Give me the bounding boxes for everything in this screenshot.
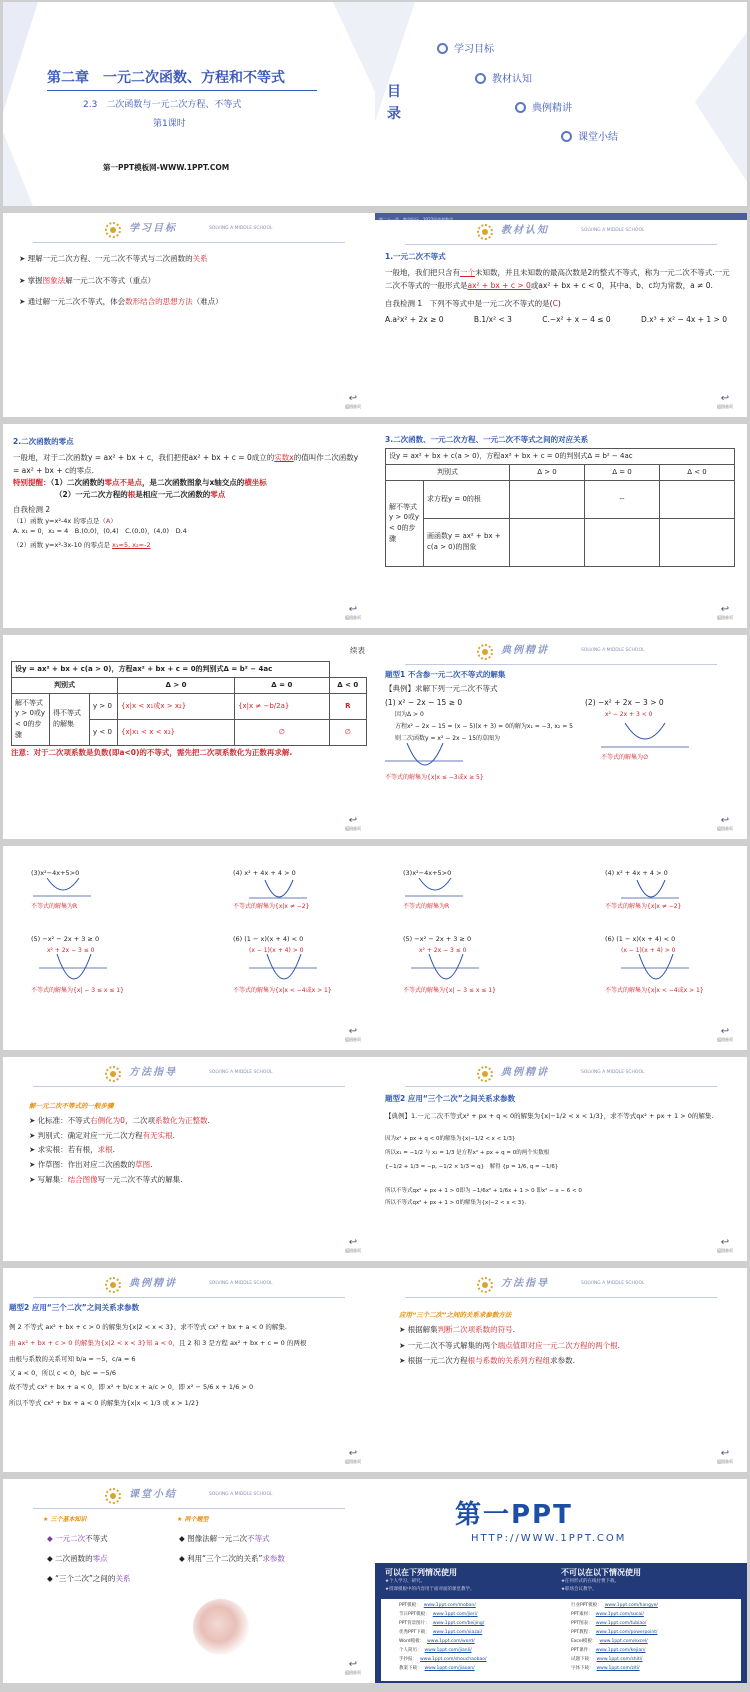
home-button[interactable]: ↩ 返回首页 bbox=[338, 605, 368, 622]
link-url[interactable]: www.1ppt.com/kejian/ bbox=[595, 1648, 646, 1653]
link-label: PPT教程： bbox=[571, 1630, 593, 1635]
objective-2: ➤ 掌握图象法解一元二次不等式（重点） bbox=[19, 275, 365, 287]
top-strip: 第二十一章 数学好玩 2022届高考数学 bbox=[375, 213, 747, 220]
return-arrow-icon: ↩ bbox=[348, 604, 358, 615]
link-url[interactable]: www.1ppt.com/tubiao/ bbox=[595, 1621, 647, 1626]
brand-text: 第一PPT模板网-WWW.1PPT.COM bbox=[103, 163, 230, 172]
slide-header: 课堂小结 SOLVING A MIDDLE SCHOOL bbox=[3, 1486, 375, 1508]
home-button[interactable]: ↩ 返回首页 bbox=[710, 1027, 740, 1044]
slide-header: 典例精讲 SOLVING A MIDDLE SCHOOL bbox=[375, 1064, 747, 1086]
home-button[interactable]: ↩ 返回首页 bbox=[338, 1027, 368, 1044]
gear-icon bbox=[105, 1066, 121, 1082]
link-row bbox=[399, 1619, 486, 1628]
link-url[interactable]: www.1ppt.com/jianli/ bbox=[424, 1648, 472, 1653]
links-left bbox=[399, 1601, 486, 1673]
brand-url: HTTP://WWW.1PPT.COM bbox=[471, 1533, 627, 1544]
toc-item-examples[interactable]: 典例精讲 bbox=[515, 101, 572, 117]
return-arrow-icon: ↩ bbox=[720, 604, 730, 615]
gear-icon bbox=[477, 644, 493, 660]
return-arrow-icon: ↩ bbox=[348, 1659, 358, 1670]
link-url[interactable]: www.1ppt.com/word/ bbox=[427, 1639, 475, 1644]
self-check-2-q2: （2）函数 y=x²-3x-10 的零点是 x₁=5, x₂=-2 bbox=[13, 540, 151, 549]
link-label: 节日PPT模板： bbox=[399, 1612, 430, 1617]
link-row bbox=[399, 1637, 486, 1646]
slide-summary bbox=[3, 1479, 375, 1683]
link-row bbox=[399, 1664, 486, 1673]
return-arrow-icon: ↩ bbox=[720, 1026, 730, 1037]
toc-item-summary[interactable]: 课堂小结 bbox=[561, 130, 618, 146]
home-button[interactable]: ↩ 返回首页 bbox=[710, 1238, 740, 1255]
slide-example-1: 典例精讲 SOLVING A MIDDLE SCHOOL 题型1 不含参一元二次不等式的解集 【典例】求解下列一元二次不等式 (1) x² − 2x − 15 ≥ 0 因为Δ > 0 方程x² − 2x − 15 = (x − 5)(x + 3) = 0的解为x₁ = −3, x₂ = 5 则二次函数y = x² − 2x − 15的草图为 不等式的解集为{x|x ≤ −3或x ≥ 5} (2) −x² + 2x − 3 > 0 x² − 2x + 3 < 0 不等式的解集为∅ ↩ 返回首页 bbox=[375, 635, 747, 839]
title-rule bbox=[47, 90, 317, 91]
reminder-1: 特别提醒：（1）二次函数的零点不是点，是二次函数图象与x轴交点的横坐标 bbox=[13, 477, 267, 487]
bullet-icon bbox=[561, 131, 572, 142]
problem-1: (1) x² − 2x − 15 ≥ 0 bbox=[385, 698, 463, 707]
link-label: 试题下载： bbox=[571, 1657, 594, 1662]
parabola-sketch-2 bbox=[601, 721, 691, 751]
bullet-icon bbox=[515, 102, 526, 113]
link-url[interactable]: www.1ppt.com/shiti/ bbox=[596, 1657, 643, 1662]
parabola-sketch-3 bbox=[405, 878, 465, 900]
section-title: 2.3 二次函数与一元二次方程、不等式 bbox=[83, 100, 242, 110]
gear-icon bbox=[105, 1488, 121, 1504]
method-step-3: ➤ 求实根：若有根，求根. bbox=[29, 1144, 365, 1156]
home-button[interactable]: ↩ 返回首页 bbox=[710, 816, 740, 833]
link-url[interactable]: www.1ppt.com/beijing/ bbox=[432, 1621, 485, 1626]
slide-example-1-cont-copy: (3)x²−4x+5>0 不等式的解集为R (4) x² + 4x + 4 > 0 不等式的解集为{x|x ≠ −2} (5) −x² − 2x + 3 ≥ 0 x² + 2x − 3 ≤ 0 不等式的解集为{x| − 3 ≤ x ≤ 1} (6) (1 − x)(x + 4) < 0 (x − 1)(x + 4) > 0 不等式的解集为{x|x < −4或x > 1} ↩ 返回首页 bbox=[375, 846, 747, 1050]
method-step-1: ➤ 根据解集判断二次项系数的符号. bbox=[399, 1324, 737, 1336]
definition-text: 一般地，我们把只含有一个未知数，并且未知数的最高次数是2的整式不等式，称为一元二次不等式.一元二次不等式的一般形式是ax² + bx + c > 0或ax² + bx + c < 0，其中a、b、c均为常数，a ≠ 0. bbox=[385, 267, 730, 290]
example-statement: 【典例】1.一元二次不等式x² + px + q < 0的解集为{x|−1/2 < x < 1/3}，求不等式qx² + px + 1 > 0的解集. bbox=[385, 1112, 714, 1120]
method-step-5: ➤ 写解集：结合图像写一元二次不等式的解集. bbox=[29, 1174, 365, 1186]
continued-label: 续表 bbox=[350, 646, 365, 655]
method-heading: 应用“三个二次”之间的关系求参数方法 bbox=[399, 1311, 512, 1319]
return-arrow-icon: ↩ bbox=[720, 1237, 730, 1248]
link-url[interactable]: www.1ppt.com/jiaoan/ bbox=[424, 1666, 475, 1671]
link-label: Excel模板： bbox=[571, 1639, 597, 1644]
slide-relationship-table-cont bbox=[3, 635, 375, 839]
reminder-2: （2）一元二次方程的根是相应一元二次函数的零点 bbox=[55, 489, 226, 499]
slide-example-2b: 典例精讲 SOLVING A MIDDLE SCHOOL 题型2 应用“三个二次”之间关系求参数 例 2 不等式 ax² + bx + c > 0 的解集为{x|2 < x < 3}，求不等式 cx² + bx + a < 0 的解集. 由 ax² + bx + c > 0 的解集为{x|2 < x < 3}知 a < 0，且 2 和 3 是方程 ax² + bx + c = 0 的两根 由根与系数的关系可知 b/a = −5，c/a = 6 又 a < 0，所以 c < 0，b/c = −5/6 故不等式 cx² + bx + a < 0，即 x² + b/c x + a/c > 0，即 x² − 5/6 x + 1/6 > 0 所以不等式 cx² + bx + a < 0 的解集为{x|x < 1/3 或 x > 1/2} ↩ 返回首页 bbox=[3, 1268, 375, 1472]
slide-example-1-cont: (3)x²−4x+5>0 不等式的解集为R (4) x² + 4x + 4 > 0 不等式的解集为{x|x ≠ −2} (5) −x² − 2x + 3 ≥ 0 x² + 2x − 3 ≤ 0 不等式的解集为{x| − 3 ≤ x ≤ 1} (6) (1 − x)(x + 4) < 0 (x − 1)(x + 4) > 0 不等式的解集为{x|x < −4或x > 1} ↩ 返回首页 bbox=[3, 846, 375, 1050]
home-button[interactable]: ↩ 返回首页 bbox=[338, 1238, 368, 1255]
link-label: PPT素材： bbox=[571, 1612, 593, 1617]
slide-method-guide-2 bbox=[375, 1268, 747, 1472]
link-row bbox=[571, 1619, 658, 1628]
link-label: 优秀PPT下载： bbox=[399, 1630, 430, 1635]
slide-header: 学习目标 SOLVING A MIDDLE SCHOOL bbox=[3, 220, 375, 242]
section-heading: 3.二次函数、一元二次方程、一元二次不等式之间的对应关系 bbox=[385, 435, 589, 444]
link-label: PPT背景图片： bbox=[399, 1621, 430, 1626]
method-heading: 解一元二次不等式的一般步骤 bbox=[29, 1102, 114, 1110]
slide-toc bbox=[375, 2, 747, 206]
section-heading: 1.一元二次不等式 bbox=[385, 252, 446, 261]
problem-type: 题型2 应用“三个二次”之间关系求参数 bbox=[9, 1303, 140, 1312]
gear-icon bbox=[477, 224, 493, 240]
gear-icon bbox=[477, 1277, 493, 1293]
zero-definition: 一般地，对于二次函数y = ax² + bx + c，我们把使ax² + bx + c = 0成立的实数x的值叫作二次函数y = ax² + bx + c的零点. bbox=[13, 452, 359, 475]
slide-header: 教材认知 SOLVING A MIDDLE SCHOOL bbox=[375, 222, 747, 244]
knowledge-heading: ★ 三个基本知识 bbox=[43, 1516, 87, 1523]
home-button[interactable]: ↩ 返回首页 bbox=[710, 394, 740, 411]
link-url[interactable]: www.1ppt.com/jieri/ bbox=[432, 1612, 478, 1617]
parabola-sketch-4 bbox=[621, 878, 681, 900]
link-url[interactable]: www.1ppt.com/xiazai/ bbox=[432, 1630, 483, 1635]
link-row bbox=[399, 1601, 486, 1610]
slide-objectives bbox=[3, 213, 375, 417]
link-row bbox=[571, 1637, 658, 1646]
return-arrow-icon: ↩ bbox=[720, 393, 730, 404]
parabola-sketch-4 bbox=[249, 878, 309, 900]
link-label: PPT模板： bbox=[399, 1603, 421, 1608]
link-row bbox=[571, 1601, 658, 1610]
link-label: 字体下载： bbox=[571, 1666, 594, 1671]
link-url[interactable]: www.1ppt.com/hangye/ bbox=[604, 1603, 658, 1608]
home-button[interactable]: ↩ 返回首页 bbox=[338, 816, 368, 833]
slide-header: 方法指导 SOLVING A MIDDLE SCHOOL bbox=[3, 1064, 375, 1086]
link-row bbox=[399, 1628, 486, 1637]
link-row bbox=[571, 1610, 658, 1619]
method-step-1: ➤ 化标准：不等式右侧化为0，二次项系数化为正整数. bbox=[29, 1115, 365, 1127]
chapter-title: 第二章 一元二次函数、方程和不等式 bbox=[47, 70, 285, 86]
gear-icon bbox=[105, 222, 121, 238]
objective-1: ➤ 理解一元二次方程、一元二次不等式与二次函数的关系 bbox=[19, 253, 365, 265]
links-right bbox=[571, 1601, 658, 1673]
home-button[interactable]: ↩ 返回首页 bbox=[338, 394, 368, 411]
link-url[interactable]: www.1ppt.com/ziti/ bbox=[596, 1666, 640, 1671]
self-check-1-options: A.a²x² + 2x ≥ 0 B.1/x² < 3 C.−x² + x − 4 ≤ 0 D.x³ + x² − 4x + 1 > 0 bbox=[385, 314, 727, 324]
link-label: 行业PPT模板： bbox=[571, 1603, 602, 1608]
slide-header: 方法指导 SOLVING A MIDDLE SCHOOL bbox=[375, 1275, 747, 1297]
link-row bbox=[399, 1655, 486, 1664]
link-url[interactable]: www.1ppt.com/moban/ bbox=[423, 1603, 476, 1608]
method-step-4: ➤ 作草图：作出对应二次函数的草图. bbox=[29, 1159, 365, 1171]
self-check-2: 自我检测 2 bbox=[13, 505, 51, 515]
bullet-icon bbox=[437, 43, 448, 54]
return-arrow-icon: ↩ bbox=[348, 1448, 358, 1459]
flower-image bbox=[193, 1599, 249, 1655]
parabola-sketch-3 bbox=[33, 878, 93, 900]
parabola-sketch-1 bbox=[385, 743, 465, 773]
link-label: 手抄报： bbox=[399, 1657, 417, 1662]
self-check-2-options: A. x₁ = 0，x₂ = 4 B.(0,0)，(0,4) C.(0,0)，(4,0) D.4 bbox=[13, 526, 187, 535]
link-url[interactable]: www.1ppt.com/excel/ bbox=[599, 1639, 648, 1644]
home-button[interactable]: ↩ 返回首页 bbox=[338, 1660, 368, 1677]
knowledge-2: ◆ 二次函数的零点 bbox=[47, 1554, 108, 1563]
return-arrow-icon: ↩ bbox=[348, 1026, 358, 1037]
bullet-icon bbox=[475, 73, 486, 84]
type-2: ◆ 利用“三个二次的关系”求参数 bbox=[179, 1554, 285, 1563]
link-row bbox=[571, 1628, 658, 1637]
return-arrow-icon: ↩ bbox=[720, 815, 730, 826]
slide-relationship-table bbox=[375, 424, 747, 628]
type-1: ◆ 图像法解一元二次不等式 bbox=[179, 1534, 270, 1543]
types-heading: ★ 两个题型 bbox=[177, 1516, 209, 1523]
return-arrow-icon: ↩ bbox=[348, 393, 358, 404]
parabola-sketch-6 bbox=[621, 954, 691, 984]
return-arrow-icon: ↩ bbox=[720, 1448, 730, 1459]
brand-logo: 第一PPT bbox=[455, 1500, 573, 1530]
home-button[interactable]: ↩ 返回首页 bbox=[338, 1449, 368, 1466]
slide-zeros bbox=[3, 424, 375, 628]
knowledge-3: ◆ “三个二次”之间的关系 bbox=[47, 1574, 131, 1583]
slide-brand-end bbox=[375, 1479, 747, 1683]
link-row bbox=[571, 1664, 658, 1673]
slide-header: 典例精讲 SOLVING A MIDDLE SCHOOL bbox=[3, 1275, 375, 1297]
gear-icon bbox=[477, 1066, 493, 1082]
link-row bbox=[399, 1646, 486, 1655]
parabola-sketch-6 bbox=[249, 954, 319, 984]
example-prompt: 【典例】求解下列一元二次不等式 bbox=[385, 684, 498, 693]
method-step-2: ➤ 判别式：确定对应一元二次方程有无实根. bbox=[29, 1130, 365, 1142]
relationship-table: 设y = ax² + bx + c(a > 0)，方程ax² + bx + c = 0的判别式Δ = b² − 4ac 判别式 Δ > 0 Δ = 0 Δ < 0 解不等式y > 0或y < 0的步骤 求方程y = 0的根 -- 画函数y = ax² + bx + c(a > 0)的图象 bbox=[385, 448, 735, 567]
slide-concept-inequality bbox=[375, 213, 747, 417]
parabola-sketch-5 bbox=[39, 954, 109, 984]
toc-item-objectives[interactable]: 学习目标 bbox=[437, 42, 494, 58]
slide-title bbox=[3, 2, 375, 206]
toc-title-1: 目 bbox=[387, 84, 401, 100]
toc-item-textbook[interactable]: 教材认知 bbox=[475, 72, 532, 88]
license-panel: 可以在下列情况使用 ★个人学习、研究。 ★授课模板中的内容用于面对面的课堂教学。 不可以在以下情况使用 ★任何形式的在线付费下载。 ★职场会议教学。 PPT模板： www.1ppt.com/moban/ 节日PPT模板： www.1ppt.com/jieri/ PPT背景图片： www.1ppt.com/beijing/ 优秀PPT下载： www.1ppt.com/xiazai/ Word模板： www.1ppt.com/word/ 个人简历： www.1ppt.com/jianli/ 手抄报： www.1ppt.com/shouchaobao/ 教案下载： www.1ppt.com/jiaoan/ 行业PPT模板： www.1ppt.com/hangye/ PPT素材： www.1ppt.com/sucai/ PPT图表： www.1ppt.com/tubiao/ PPT教程： www.1ppt.com/powerpoint/ Excel模板： www.1ppt.com/excel/ PPT课件： www.1ppt.com/kejian/ 试题下载： www.1ppt.com/shiti/ 字体下载： www.1ppt.com/ziti/ bbox=[375, 1563, 747, 1683]
toc-title-2: 录 bbox=[387, 106, 401, 122]
knowledge-1: ◆ 一元二次不等式 bbox=[47, 1534, 108, 1543]
link-row bbox=[399, 1610, 486, 1619]
link-label: PPT图表： bbox=[571, 1621, 593, 1626]
problem-2: (2) −x² + 2x − 3 > 0 bbox=[585, 698, 664, 707]
return-arrow-icon: ↩ bbox=[348, 815, 358, 826]
problem-type: 题型2 应用“三个二次”之间关系求参数 bbox=[385, 1094, 516, 1103]
logo-area bbox=[375, 1479, 747, 1563]
link-row bbox=[571, 1655, 658, 1664]
slide-example-2a: 典例精讲 SOLVING A MIDDLE SCHOOL 题型2 应用“三个二次”之间关系求参数 【典例】1.一元二次不等式x² + px + q < 0的解集为{x|−1/2 < x < 1/3}，求不等式qx² + px + 1 > 0的解集. 因为x² + px + q < 0的解集为{x|−1/2 < x < 1/3} 所以x₁ = −1/2 与 x₂ = 1/3 是方程x² + px + q = 0的两个实数根 {−1/2 + 1/3 = −p, −1/2 × 1/3 = q} 解得 {p = 1/6, q = −1/6} 所以不等式qx² + px + 1 > 0即为 −1/6x² + 1/6x + 1 > 0 即x² − x − 6 < 0 所以不等式qx² + px + 1 > 0的解集为{x|−2 < x < 3}. ↩ 返回首页 bbox=[375, 1057, 747, 1261]
return-arrow-icon: ↩ bbox=[348, 1237, 358, 1248]
solution-2: 不等式的解集为∅ bbox=[601, 754, 649, 761]
gear-icon bbox=[105, 1277, 121, 1293]
link-label: PPT课件： bbox=[571, 1648, 593, 1653]
table-intro-row: 设y = ax² + bx + c(a > 0)，方程ax² + bx + c = 0的判别式Δ = b² − 4ac bbox=[386, 449, 735, 465]
section-heading: 2.二次函数的零点 bbox=[13, 437, 74, 446]
links-box bbox=[381, 1599, 741, 1681]
method-step-2: ➤ 一元二次不等式解集的两个端点值即对应一元二次方程的两个根. bbox=[399, 1340, 737, 1352]
lesson-title: 第1课时 bbox=[153, 119, 186, 129]
home-button[interactable]: ↩ 返回首页 bbox=[710, 1449, 740, 1466]
link-label: Word模板： bbox=[399, 1639, 425, 1644]
link-row bbox=[571, 1646, 658, 1655]
home-button[interactable]: ↩ 返回首页 bbox=[710, 605, 740, 622]
solution-1: 不等式的解集为{x|x ≤ −3或x ≥ 5} bbox=[385, 774, 484, 781]
slide-header: 典例精讲 SOLVING A MIDDLE SCHOOL bbox=[375, 642, 747, 664]
objective-3: ➤ 通过解一元二次不等式，体会数形结合的思想方法（难点） bbox=[19, 296, 365, 308]
slide-method-guide-1 bbox=[3, 1057, 375, 1261]
table-note: 注意：对于二次项系数是负数(即a<0)的不等式，需先把二次项系数化为正数再求解. bbox=[11, 748, 293, 757]
link-label: 个人简历： bbox=[399, 1648, 422, 1653]
link-label: 教案下载： bbox=[399, 1666, 422, 1671]
link-url[interactable]: www.1ppt.com/shouchaobao/ bbox=[420, 1657, 487, 1662]
continued-table: 设y = ax² + bx + c(a > 0)，方程ax² + bx + c = 0的判别式Δ = b² − 4ac 判别式 Δ > 0 Δ = 0 Δ < 0 解不等式y > 0或y < 0的步骤 得不等式的解集 y > 0 {x|x < x₁或x > x₂} {x|x ≠ −b/2a} R y < 0 {x|x₁ < x < x₂} ∅ ∅ bbox=[11, 661, 367, 746]
self-check-1: 自我检测 1 下列不等式中是一元二次不等式的是(C) bbox=[385, 298, 561, 308]
link-url[interactable]: www.1ppt.com/sucai/ bbox=[595, 1612, 644, 1617]
method-step-3: ➤ 根据一元二次方程根与系数的关系列方程组求参数. bbox=[399, 1355, 737, 1367]
parabola-sketch-5 bbox=[411, 954, 481, 984]
self-check-2-q1: （1）函数 y=x²-4x 的零点是（A） bbox=[13, 516, 117, 525]
link-url[interactable]: www.1ppt.com/powerpoint/ bbox=[595, 1630, 658, 1635]
problem-type: 题型1 不含参一元二次不等式的解集 bbox=[385, 670, 506, 679]
